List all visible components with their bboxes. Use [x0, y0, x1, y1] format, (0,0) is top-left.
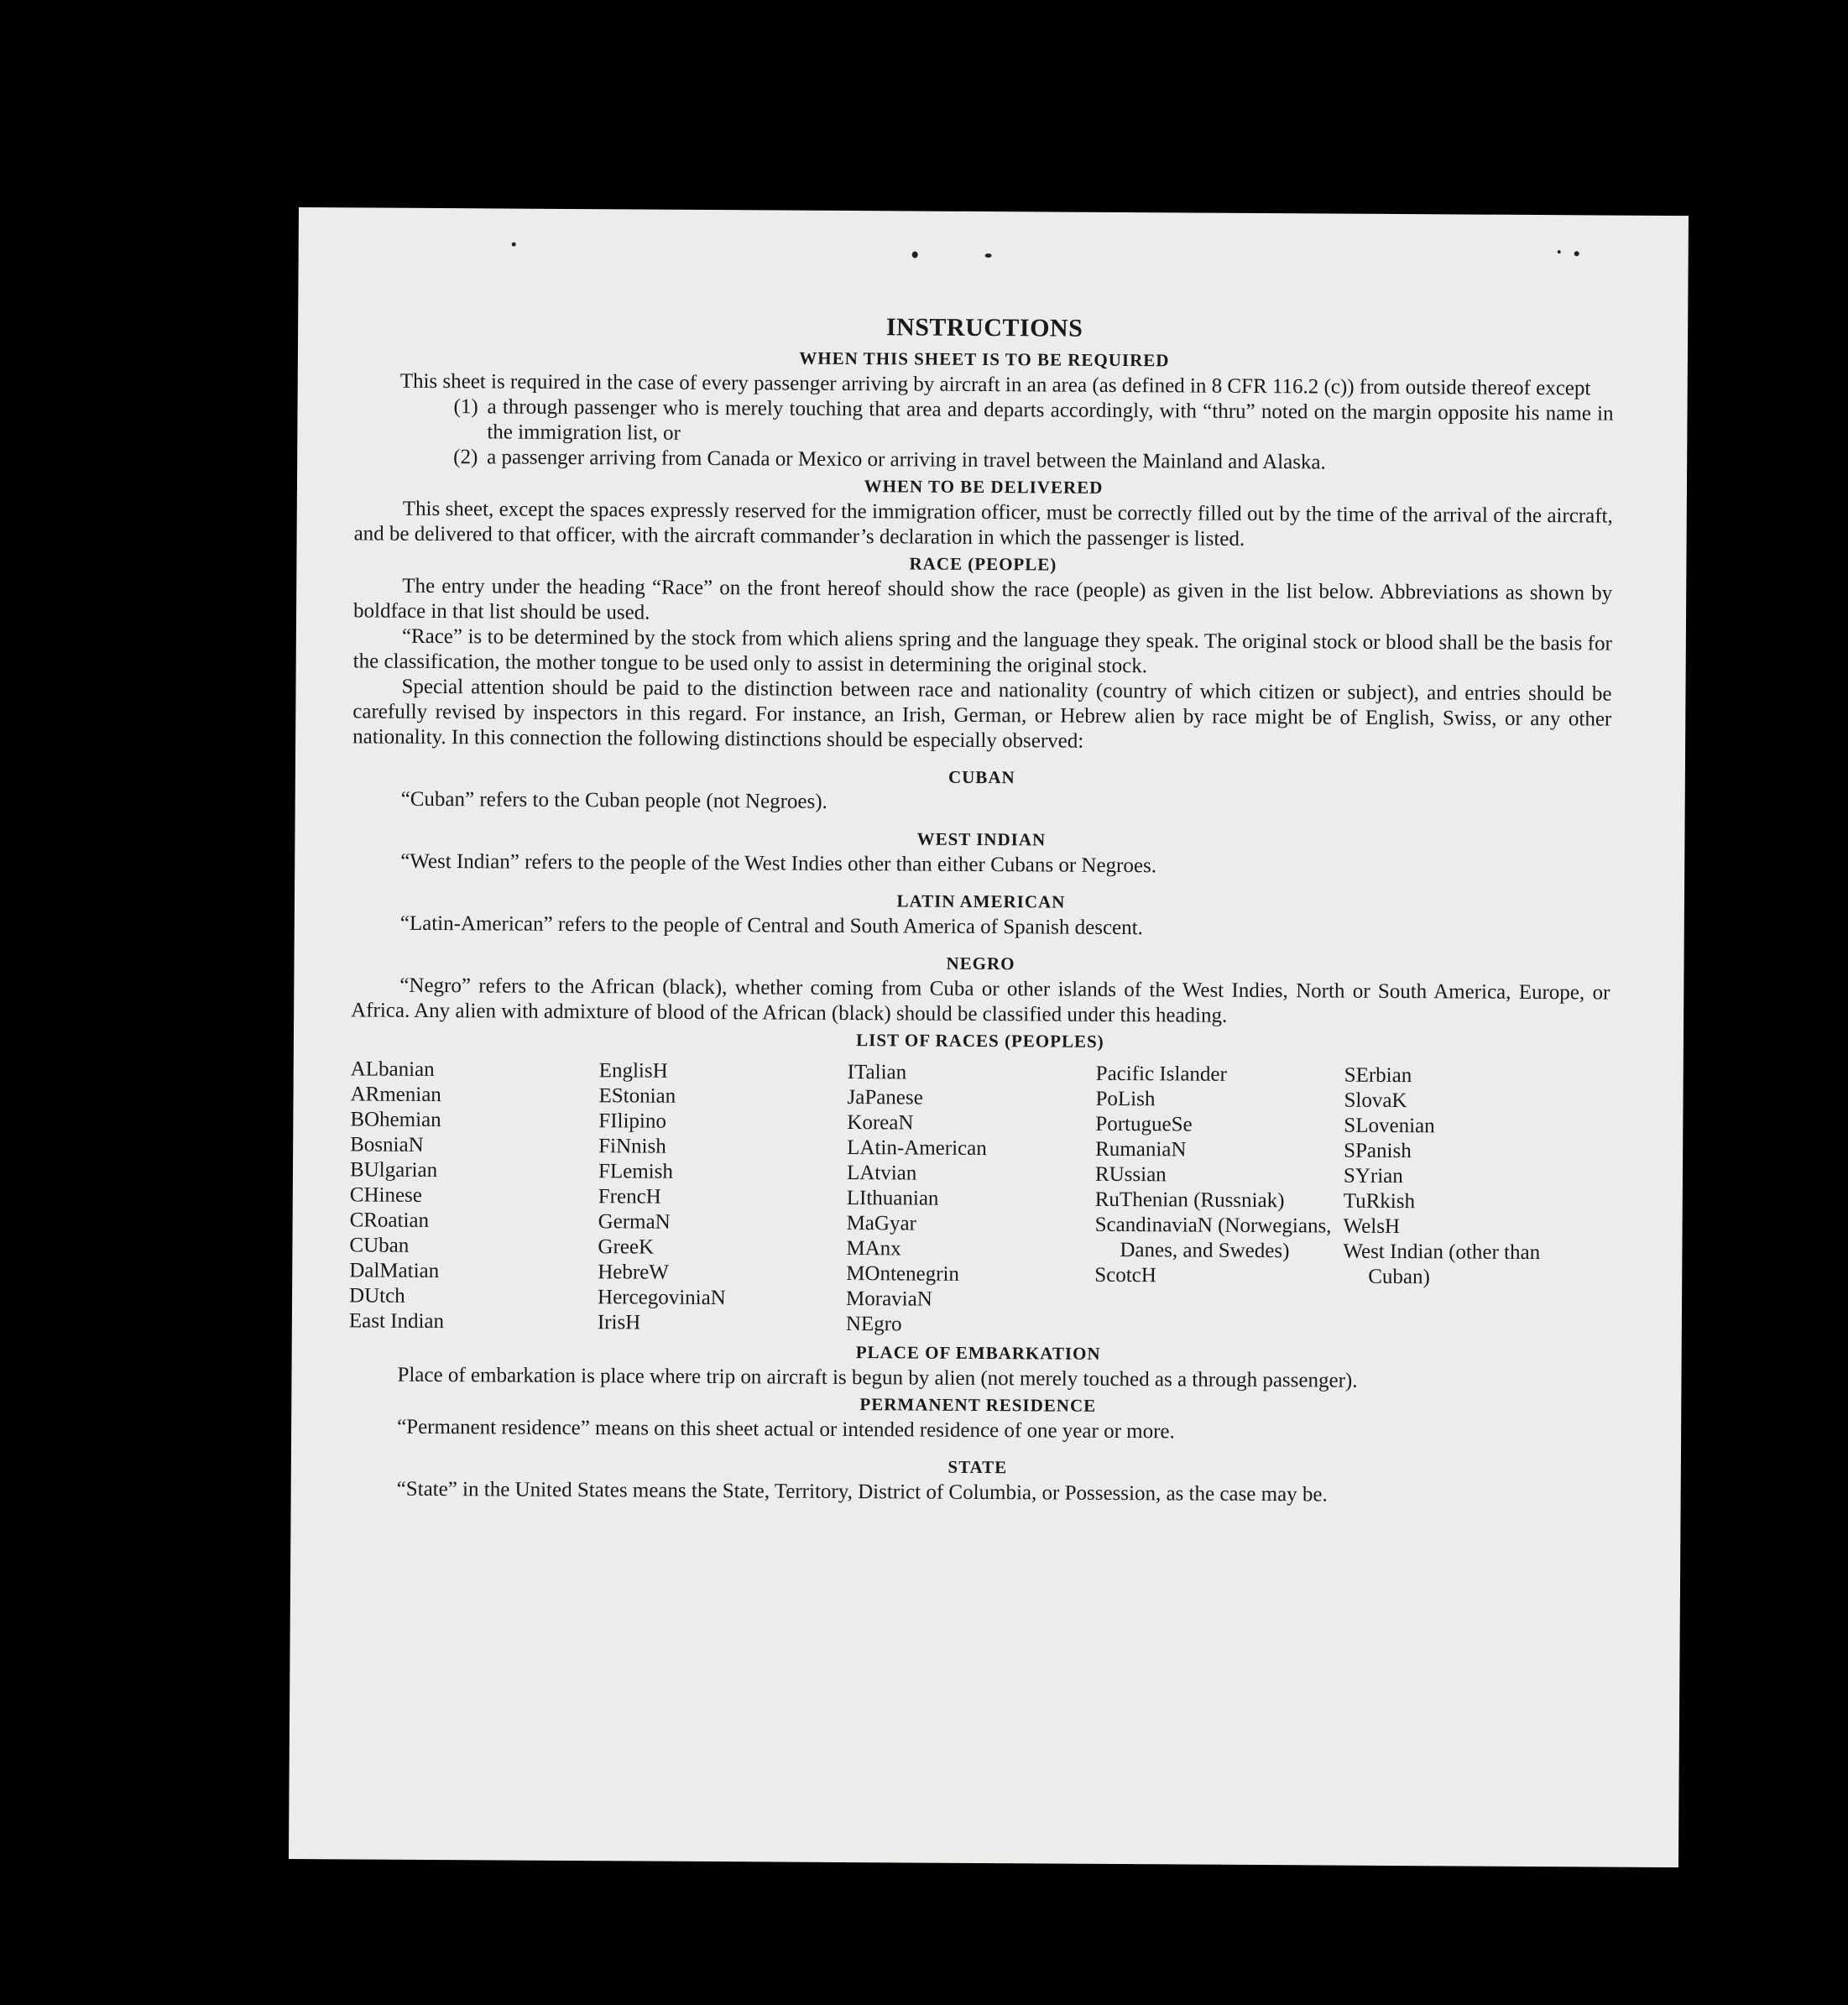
- races-column-1: [349, 1057, 599, 1335]
- race-entry: RUssian: [1094, 1162, 1167, 1187]
- delivered-text: This sheet, except the spaces expressly reserved for the immigration officer, must be correctly filled out by the time of the arrival of the aircraft, and be delivered to that officer, with the aircraft commander’s declaration in which the passenger is listed.: [353, 497, 1613, 551]
- page-specks: [299, 207, 1689, 266]
- races-column-4: [1094, 1062, 1344, 1340]
- heading-negro: NEGRO: [946, 953, 1015, 974]
- race-entry: BUlgarian: [349, 1158, 438, 1183]
- race-entry: ScandinaviaN (Norwegians, Danes, and Swedes): [1094, 1213, 1332, 1263]
- race-entry: FLemish: [598, 1160, 673, 1183]
- heading-latin-american: LATIN AMERICAN: [896, 890, 1066, 912]
- races-column-2: [598, 1058, 848, 1337]
- race-entry: MaGyar: [846, 1212, 917, 1235]
- heading-race: RACE (PEOPLE): [909, 553, 1057, 575]
- race-entry: DUtch: [348, 1284, 405, 1308]
- race-entry: WelsH: [1343, 1214, 1401, 1239]
- race-entry: LAtvian: [846, 1162, 917, 1185]
- speck: [912, 251, 918, 258]
- page-title: INSTRUCTIONS: [885, 313, 1083, 342]
- race-entry: NEgro: [845, 1313, 902, 1336]
- heading-cuban: CUBAN: [947, 766, 1015, 788]
- races-list: [349, 1057, 1610, 1341]
- race-entry: GermaN: [598, 1210, 671, 1234]
- heading-embarkation: PLACE OF EMBARKATION: [855, 1342, 1101, 1364]
- heading-delivered: WHEN TO BE DELIVERED: [864, 476, 1104, 498]
- item-number: (2): [453, 446, 478, 469]
- state-text: “State” in the United States means the State, Territory, District of Columbia, or Possession, as the case may be.: [396, 1477, 1328, 1506]
- race-entry: GreeK: [598, 1235, 655, 1259]
- race-entry: PoLish: [1095, 1087, 1156, 1111]
- item-number: (1): [453, 395, 478, 419]
- races-column-3: [846, 1060, 1096, 1339]
- race-entry: SLovenian: [1344, 1114, 1435, 1138]
- heading-required: WHEN THIS SHEET IS TO BE REQUIRED: [799, 347, 1170, 371]
- race-entry: ALbanian: [350, 1057, 435, 1082]
- race-paragraph-3: Special attention should be paid to the distinction between race and nationality (country of which citizen or subject), and entries should be carefully revised by inspectors in this regard. For instance, an Irish, German, or Hebrew alien by race might be of English, Swiss, or any other nationality. In this connection the following distinctions should be especially observed:: [352, 675, 1612, 753]
- instructions-content: [348, 310, 1615, 1509]
- required-intro: This sheet is required in the case of every passenger arriving by aircraft in an area (as defined in 8 CFR 116.2 (c)) from outside thereof except: [399, 369, 1591, 400]
- race-entry: ITalian: [847, 1061, 907, 1084]
- residence-text: “Permanent residence” means on this sheet actual or intended residence of one year or more.: [397, 1415, 1175, 1444]
- race-entry: West Indian (other than Cuban): [1343, 1240, 1541, 1289]
- embarkation-text: Place of embarkation is place where trip on aircraft is begun by alien (not merely touched as a through passenger).: [397, 1363, 1358, 1392]
- race-entry: MAnx: [846, 1237, 901, 1261]
- race-entry: IrisH: [597, 1311, 641, 1334]
- race-entry: DalMatian: [349, 1259, 440, 1283]
- race-entry: HebreW: [598, 1261, 670, 1284]
- race-entry: FrencH: [598, 1185, 661, 1209]
- item-text: a passenger arriving from Canada or Mexico or arriving in travel between the Mainland and Alaska.: [487, 446, 1326, 474]
- race-entry: LAtin-American: [847, 1136, 987, 1161]
- race-entry: KoreaN: [847, 1111, 914, 1135]
- race-entry: CHinese: [349, 1183, 423, 1207]
- race-entry: BOhemian: [350, 1108, 441, 1132]
- race-entry: MOntenegrin: [846, 1262, 960, 1286]
- west-indian-text: “West Indian” refers to the people of the West Indies other than either Cubans or Negroes.: [400, 849, 1157, 878]
- race-entry: EStonian: [598, 1084, 676, 1108]
- required-item-1: [453, 394, 1613, 452]
- race-entry: JaPanese: [847, 1086, 923, 1110]
- speck: [1574, 251, 1579, 256]
- heading-list-of-races: LIST OF RACES (PEOPLES): [856, 1030, 1104, 1052]
- race-entry: ScotcH: [1094, 1263, 1156, 1287]
- race-entry: CUban: [349, 1234, 410, 1257]
- race-paragraph-2: “Race” is to be determined by the stock from which aliens spring and the language they speak. The original stock or blood shall be the basis for the classification, the mother tongue to be used only to assist in determining the original stock.: [352, 624, 1612, 678]
- heading-west-indian: WEST INDIAN: [916, 828, 1047, 850]
- race-entry: SErbian: [1344, 1063, 1412, 1088]
- cuban-text: “Cuban” refers to the Cuban people (not Negroes).: [400, 787, 827, 813]
- speck: [512, 243, 516, 247]
- negro-text: “Negro” refers to the African (black), whether coming from Cuba or other islands of the West Indies, North or South America, Europe, or Africa. Any alien with admixture of blood of the African (black) should be classified under this heading.: [351, 974, 1610, 1027]
- race-entry: HercegoviniaN: [597, 1286, 726, 1310]
- race-entry: SlovaK: [1344, 1089, 1407, 1113]
- race-entry: ARmenian: [350, 1083, 441, 1107]
- race-entry: EnglisH: [598, 1059, 668, 1083]
- heading-state: STATE: [947, 1456, 1008, 1478]
- item-text: a through passenger who is merely touching that area and departs accordingly, with “thru” noted on the margin opposite his name in the immigration list, or: [487, 395, 1614, 445]
- race-entry: SYrian: [1343, 1164, 1403, 1188]
- heading-residence: PERMANENT RESIDENCE: [859, 1394, 1097, 1416]
- race-entry: TuRkish: [1343, 1189, 1416, 1214]
- race-entry: Pacific Islander: [1095, 1062, 1227, 1086]
- speck: [1558, 250, 1561, 253]
- race-entry: RumaniaN: [1095, 1137, 1187, 1162]
- speck: [985, 253, 992, 258]
- race-paragraph-1: The entry under the heading “Race” on the front hereof should show the race (people) as given in the list below. Abbreviations as shown by boldface in that list should be used.: [352, 574, 1613, 624]
- latin-american-text: “Latin-American” refers to the people of Central and South America of Spanish descent.: [399, 911, 1143, 940]
- race-entry: PortugueSe: [1095, 1112, 1193, 1136]
- race-entry: LIthuanian: [846, 1187, 939, 1210]
- race-entry: BosniaN: [350, 1133, 424, 1157]
- race-entry: FiNnish: [598, 1135, 666, 1158]
- races-column-5: [1343, 1063, 1593, 1342]
- race-entry: MoraviaN: [845, 1287, 932, 1311]
- race-entry: FIlipino: [598, 1110, 667, 1133]
- race-entry: RuThenian (Russniak): [1094, 1188, 1285, 1213]
- race-entry: SPanish: [1344, 1139, 1412, 1163]
- race-entry: East Indian: [348, 1309, 445, 1334]
- document-page: [289, 207, 1689, 1867]
- race-entry: CRoatian: [349, 1209, 430, 1232]
